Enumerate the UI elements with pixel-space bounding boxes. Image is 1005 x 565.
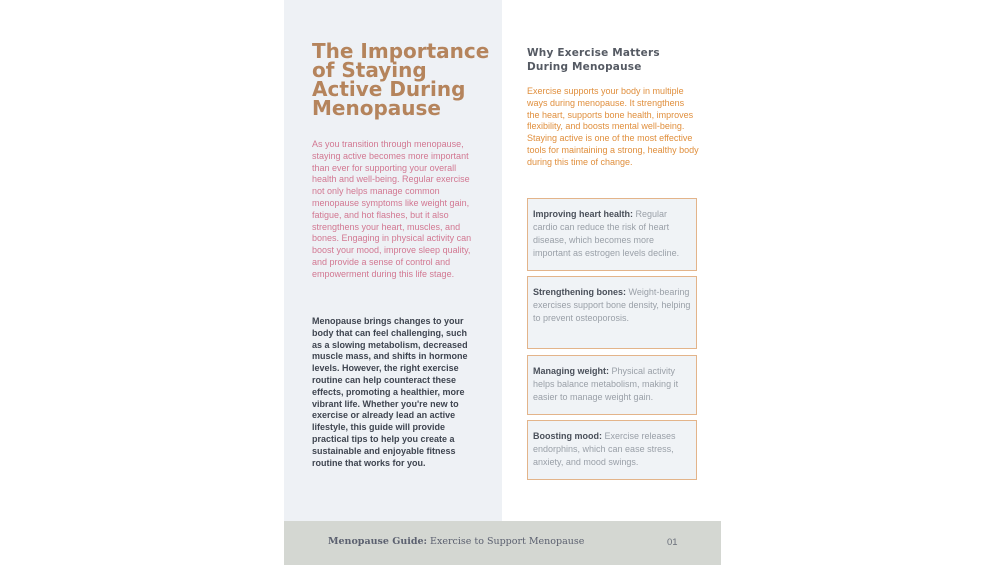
bold-paragraph: Menopause brings changes to your body that can feel challenging, such as a slowing metabolism, decreased muscle mass, and shifts in hormone levels. However, the right exercise routine can help counteract these effects, promoting a healthier, more vibrant life. Whether you're new to exercise or already lead an active lifestyle, this guide will provide practical tips to help you create a sustainable and enjoyable fitness routine that works for you.: [312, 316, 468, 468]
page-title: The Importance of Staying Active During Menopause: [312, 39, 490, 120]
card-key: Strengthening bones:: [533, 287, 626, 297]
benefit-card-weight: [527, 355, 697, 415]
benefit-card-mood: [527, 420, 697, 480]
card-text: Exercise releases endorphins, which can ease stress, anxiety, and mood swings.: [533, 431, 676, 467]
card-key: Improving heart health:: [533, 209, 634, 219]
benefit-card-heart: [527, 198, 697, 271]
card-text: Regular cardio can reduce the risk of heart disease, which becomes more important as estrogen levels decline.: [533, 209, 680, 258]
card-text: Weight-bearing exercises support bone density, helping to prevent osteoporosis.: [533, 287, 691, 323]
card-key: Managing weight:: [533, 366, 609, 376]
benefit-card-bones: [527, 276, 697, 349]
section-heading: Why Exercise Matters During Menopause: [527, 47, 660, 73]
left-column: [284, 0, 502, 521]
page-footer: [284, 521, 721, 565]
footer-guide-subtitle: Exercise to Support Menopause: [427, 536, 585, 547]
intro-paragraph: As you transition through menopause, staying active becomes more important than ever for supporting your overall health and well-being. Regular exercise not only helps manage common menopause symptoms like weight gain, fatigue, and hot flashes, but it also strengthens your heart, muscles, and bones. Engaging in physical activity can boost your mood, improve sleep quality, and provide a sense of control and empowerment during this life stage.: [312, 139, 472, 279]
card-key: Boosting mood:: [533, 431, 602, 441]
section-intro: Exercise supports your body in multiple ways during menopause. It strengthens the heart, supports bone health, improves flexibility, and boosts mental well-being. Staying active is one of the most effective tools for maintaining a strong, healthy body during this time of change.: [527, 86, 699, 167]
page-number: 01: [667, 537, 678, 548]
document-page: [284, 0, 721, 565]
card-text: Physical activity helps balance metabolism, making it easier to manage weight gain.: [533, 366, 679, 402]
footer-guide-label: Menopause Guide:: [328, 536, 428, 547]
footer-title: [328, 536, 584, 547]
